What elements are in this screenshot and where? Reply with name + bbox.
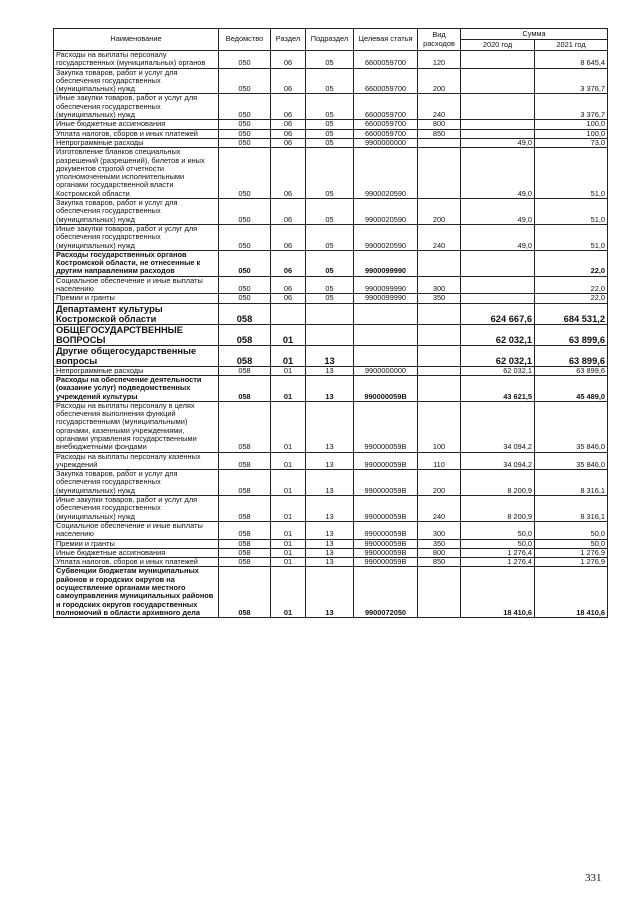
cell-dept: 050 [219,294,271,303]
cell-dept: 058 [219,539,271,548]
cell-dept: 050 [219,120,271,129]
cell-name: Департамент культуры Костромской области [54,303,219,324]
cell-2021: 3 376,7 [535,94,608,120]
table-row [54,452,608,470]
cell-dept: 058 [219,303,271,324]
cell-dept: 058 [219,375,271,401]
cell-2021: 8 316,1 [535,496,608,522]
col-header-type: Вид расходов [418,29,461,51]
cell-target: 990000059В [354,521,418,539]
cell-2020 [461,120,535,129]
cell-subsection: 05 [306,148,354,199]
cell-type: 120 [418,51,461,69]
cell-2021: 51,0 [535,199,608,225]
cell-target: 6600059700 [354,120,418,129]
cell-subsection: 05 [306,129,354,138]
cell-target: 9900099990 [354,250,418,276]
cell-section [271,303,306,324]
cell-dept: 050 [219,94,271,120]
cell-target: 9900099990 [354,276,418,294]
cell-2021: 63 899,6 [535,345,608,366]
cell-2020: 62 032,1 [461,345,535,366]
cell-section: 01 [271,324,306,345]
cell-2021: 50,0 [535,521,608,539]
cell-2021: 100,0 [535,120,608,129]
cell-subsection: 05 [306,224,354,250]
cell-2020: 50,0 [461,539,535,548]
cell-name: Другие общегосударственные вопросы [54,345,219,366]
cell-type [418,250,461,276]
cell-2020: 62 032,1 [461,366,535,375]
cell-type: 200 [418,68,461,94]
cell-2021: 684 531,2 [535,303,608,324]
cell-2021: 51,0 [535,224,608,250]
cell-dept: 050 [219,138,271,147]
table-row [54,375,608,401]
cell-target: 9900099990 [354,294,418,303]
cell-type [418,303,461,324]
cell-dept: 058 [219,366,271,375]
cell-2020: 34 094,2 [461,452,535,470]
cell-2021: 51,0 [535,148,608,199]
cell-subsection: 13 [306,548,354,557]
cell-dept: 058 [219,452,271,470]
table-row [54,68,608,94]
col-header-section: Раздел [271,29,306,51]
cell-type: 100 [418,401,461,452]
cell-type: 200 [418,470,461,496]
cell-subsection: 13 [306,470,354,496]
cell-subsection: 05 [306,120,354,129]
budget-table-sheet [53,28,607,618]
cell-section: 01 [271,375,306,401]
cell-name: Иные закупки товаров, работ и услуг для обеспечения государственных (муниципальных) нужд [54,94,219,120]
page-number: 331 [585,872,602,884]
cell-subsection: 13 [306,401,354,452]
cell-dept: 058 [219,558,271,567]
cell-target [354,303,418,324]
cell-name: ОБЩЕГОСУДАРСТВЕННЫЕ ВОПРОСЫ [54,324,219,345]
cell-2020: 49,0 [461,138,535,147]
cell-target: 990000059В [354,548,418,557]
cell-subsection [306,303,354,324]
cell-2020: 624 667,6 [461,303,535,324]
col-header-2020: 2020 год [461,40,535,51]
cell-target: 9900020590 [354,199,418,225]
cell-target: 990000059В [354,452,418,470]
cell-2020: 62 032,1 [461,324,535,345]
cell-target [354,324,418,345]
cell-subsection: 05 [306,294,354,303]
table-row [54,51,608,69]
cell-2020 [461,51,535,69]
cell-section: 06 [271,94,306,120]
cell-2021: 1 276,9 [535,558,608,567]
cell-type [418,148,461,199]
col-header-subsection: Подраздел [306,29,354,51]
cell-type: 800 [418,120,461,129]
table-row [54,129,608,138]
cell-2021: 63 899,6 [535,366,608,375]
table-row [54,366,608,375]
cell-target: 6600059700 [354,51,418,69]
cell-subsection: 13 [306,452,354,470]
cell-2021: 18 410,6 [535,567,608,618]
cell-type [418,375,461,401]
cell-2021: 73,0 [535,138,608,147]
cell-name: Субвенции бюджетам муниципальных районов и городских округов на осуществление органами местного самоуправления муниципальных районов и городских округов государственных полномочий в области архивного дела [54,567,219,618]
col-header-target: Целевая статья [354,29,418,51]
cell-subsection: 13 [306,375,354,401]
table-row [54,521,608,539]
cell-name: Расходы на выплаты персоналу государственных (муниципальных) органов [54,51,219,69]
cell-name: Премии и гранты [54,294,219,303]
cell-name: Изготовление бланков специальных разрешений (разрешений), билетов и иных документов строгой отчетности уполномоченными исполнительными органами государственной власти Костромской области [54,148,219,199]
cell-2020 [461,294,535,303]
table-row [54,496,608,522]
cell-target: 9900020590 [354,224,418,250]
cell-target: 990000059В [354,496,418,522]
table-row [54,558,608,567]
cell-target: 6600059700 [354,68,418,94]
cell-name: Социальное обеспечение и иные выплаты населению [54,521,219,539]
cell-type [418,345,461,366]
cell-section: 01 [271,521,306,539]
table-row [54,199,608,225]
cell-section: 06 [271,199,306,225]
cell-section: 06 [271,51,306,69]
cell-section: 06 [271,129,306,138]
table-row [54,120,608,129]
cell-2021: 3 376,7 [535,68,608,94]
cell-2021: 45 489,0 [535,375,608,401]
cell-target: 6600059700 [354,129,418,138]
table-row [54,470,608,496]
cell-target: 990000059В [354,470,418,496]
cell-type [418,567,461,618]
cell-section: 06 [271,68,306,94]
cell-section: 06 [271,224,306,250]
cell-2020 [461,250,535,276]
cell-2020: 43 621,5 [461,375,535,401]
cell-target: 6600059700 [354,94,418,120]
cell-2021: 50,0 [535,539,608,548]
table-body [54,51,608,618]
cell-2020: 50,0 [461,521,535,539]
cell-2021: 22,0 [535,276,608,294]
cell-section: 06 [271,138,306,147]
cell-type: 240 [418,224,461,250]
cell-dept: 050 [219,250,271,276]
table-row [54,303,608,324]
cell-2021: 8 316,1 [535,470,608,496]
cell-dept: 050 [219,148,271,199]
cell-name: Иные бюджетные ассигнования [54,120,219,129]
cell-dept: 050 [219,199,271,225]
cell-dept: 058 [219,324,271,345]
cell-subsection: 05 [306,138,354,147]
table-row [54,224,608,250]
cell-subsection: 05 [306,276,354,294]
cell-section: 01 [271,539,306,548]
cell-section: 01 [271,366,306,375]
cell-name: Расходы государственных органов Костромской области, не отнесенные к другим направлениям расходов [54,250,219,276]
cell-name: Расходы на выплаты персоналу казенных учреждений [54,452,219,470]
cell-section: 06 [271,276,306,294]
table-row [54,548,608,557]
cell-2020: 49,0 [461,148,535,199]
cell-section: 01 [271,470,306,496]
cell-target [354,345,418,366]
table-row [54,138,608,147]
cell-name: Премии и гранты [54,539,219,548]
table-row [54,401,608,452]
cell-name: Уплата налогов, сборов и иных платежей [54,129,219,138]
cell-2021: 35 846,0 [535,452,608,470]
cell-dept: 058 [219,401,271,452]
cell-2020: 49,0 [461,224,535,250]
cell-section: 06 [271,250,306,276]
cell-subsection: 05 [306,250,354,276]
cell-target: 9900020590 [354,148,418,199]
cell-subsection: 13 [306,496,354,522]
cell-name: Уплата налогов, сборов и иных платежей [54,558,219,567]
cell-2020: 34 094,2 [461,401,535,452]
cell-name: Непрограммные расходы [54,138,219,147]
cell-name: Иные закупки товаров, работ и услуг для обеспечения государственных (муниципальных) нужд [54,496,219,522]
cell-name: Закупка товаров, работ и услуг для обеспечения государственных (муниципальных) нужд [54,68,219,94]
table-row [54,567,608,618]
cell-target: 990000059В [354,401,418,452]
cell-dept: 050 [219,68,271,94]
cell-name: Непрограммные расходы [54,366,219,375]
cell-name: Закупка товаров, работ и услуг для обеспечения государственных (муниципальных) нужд [54,470,219,496]
cell-2021: 100,0 [535,129,608,138]
cell-section: 01 [271,496,306,522]
cell-2021: 1 276,9 [535,548,608,557]
cell-2021: 8 645,4 [535,51,608,69]
cell-dept: 050 [219,129,271,138]
cell-2020 [461,129,535,138]
cell-target: 990000059В [354,558,418,567]
cell-2020: 1 276,4 [461,558,535,567]
cell-section: 06 [271,120,306,129]
cell-type [418,366,461,375]
table-row [54,94,608,120]
cell-target: 990000059В [354,375,418,401]
col-header-dept: Ведомство [219,29,271,51]
budget-table [53,28,608,618]
cell-type: 800 [418,548,461,557]
cell-type: 240 [418,496,461,522]
cell-type [418,324,461,345]
cell-type: 240 [418,94,461,120]
cell-type: 300 [418,276,461,294]
cell-dept: 058 [219,548,271,557]
cell-subsection: 13 [306,539,354,548]
cell-type: 300 [418,521,461,539]
cell-name: Социальное обеспечение и иные выплаты населению [54,276,219,294]
cell-target: 9900000000 [354,138,418,147]
cell-2021: 22,0 [535,250,608,276]
cell-subsection: 13 [306,558,354,567]
cell-2020 [461,94,535,120]
cell-type: 110 [418,452,461,470]
table-row [54,539,608,548]
cell-2020 [461,68,535,94]
cell-subsection: 05 [306,51,354,69]
table-row [54,276,608,294]
cell-dept: 050 [219,51,271,69]
cell-name: Расходы на выплаты персоналу в целях обеспечения выполнения функций государственными (муниципальными) органами, казенными учреждениями, органами управления государственными внебюджетными фондами [54,401,219,452]
cell-dept: 058 [219,470,271,496]
cell-subsection: 13 [306,567,354,618]
table-row [54,148,608,199]
col-header-sum: Сумма [461,29,608,40]
cell-subsection [306,324,354,345]
cell-dept: 050 [219,276,271,294]
cell-section: 01 [271,567,306,618]
cell-type: 850 [418,558,461,567]
cell-section: 01 [271,452,306,470]
cell-2020: 1 276,4 [461,548,535,557]
cell-name: Закупка товаров, работ и услуг для обеспечения государственных (муниципальных) нужд [54,199,219,225]
cell-target: 9900000000 [354,366,418,375]
cell-2021: 22,0 [535,294,608,303]
cell-2020 [461,276,535,294]
cell-dept: 058 [219,567,271,618]
table-row [54,324,608,345]
cell-2020: 8 200,9 [461,470,535,496]
table-row [54,294,608,303]
cell-dept: 058 [219,521,271,539]
cell-name: Иные бюджетные ассигнования [54,548,219,557]
cell-2021: 63 899,6 [535,324,608,345]
cell-dept: 058 [219,496,271,522]
cell-2020: 49,0 [461,199,535,225]
cell-2021: 35 846,0 [535,401,608,452]
cell-dept: 050 [219,224,271,250]
cell-section: 06 [271,148,306,199]
cell-2020: 18 410,6 [461,567,535,618]
table-row [54,250,608,276]
cell-type: 350 [418,294,461,303]
cell-subsection: 13 [306,345,354,366]
cell-section: 01 [271,345,306,366]
cell-target: 9900072050 [354,567,418,618]
cell-subsection: 13 [306,366,354,375]
table-row [54,345,608,366]
cell-section: 06 [271,294,306,303]
cell-target: 990000059В [354,539,418,548]
cell-dept: 058 [219,345,271,366]
cell-type [418,138,461,147]
cell-type: 850 [418,129,461,138]
col-header-name: Наименование [54,29,219,51]
cell-subsection: 13 [306,521,354,539]
cell-subsection: 05 [306,94,354,120]
col-header-2021: 2021 год [535,40,608,51]
cell-section: 01 [271,558,306,567]
cell-name: Расходы на обеспечение деятельности (оказание услуг) подведомственных учреждений культуры [54,375,219,401]
cell-section: 01 [271,401,306,452]
cell-name: Иные закупки товаров, работ и услуг для обеспечения государственных (муниципальных) нужд [54,224,219,250]
cell-type: 200 [418,199,461,225]
cell-subsection: 05 [306,68,354,94]
cell-section: 01 [271,548,306,557]
cell-type: 350 [418,539,461,548]
cell-2020: 8 200,9 [461,496,535,522]
cell-subsection: 05 [306,199,354,225]
